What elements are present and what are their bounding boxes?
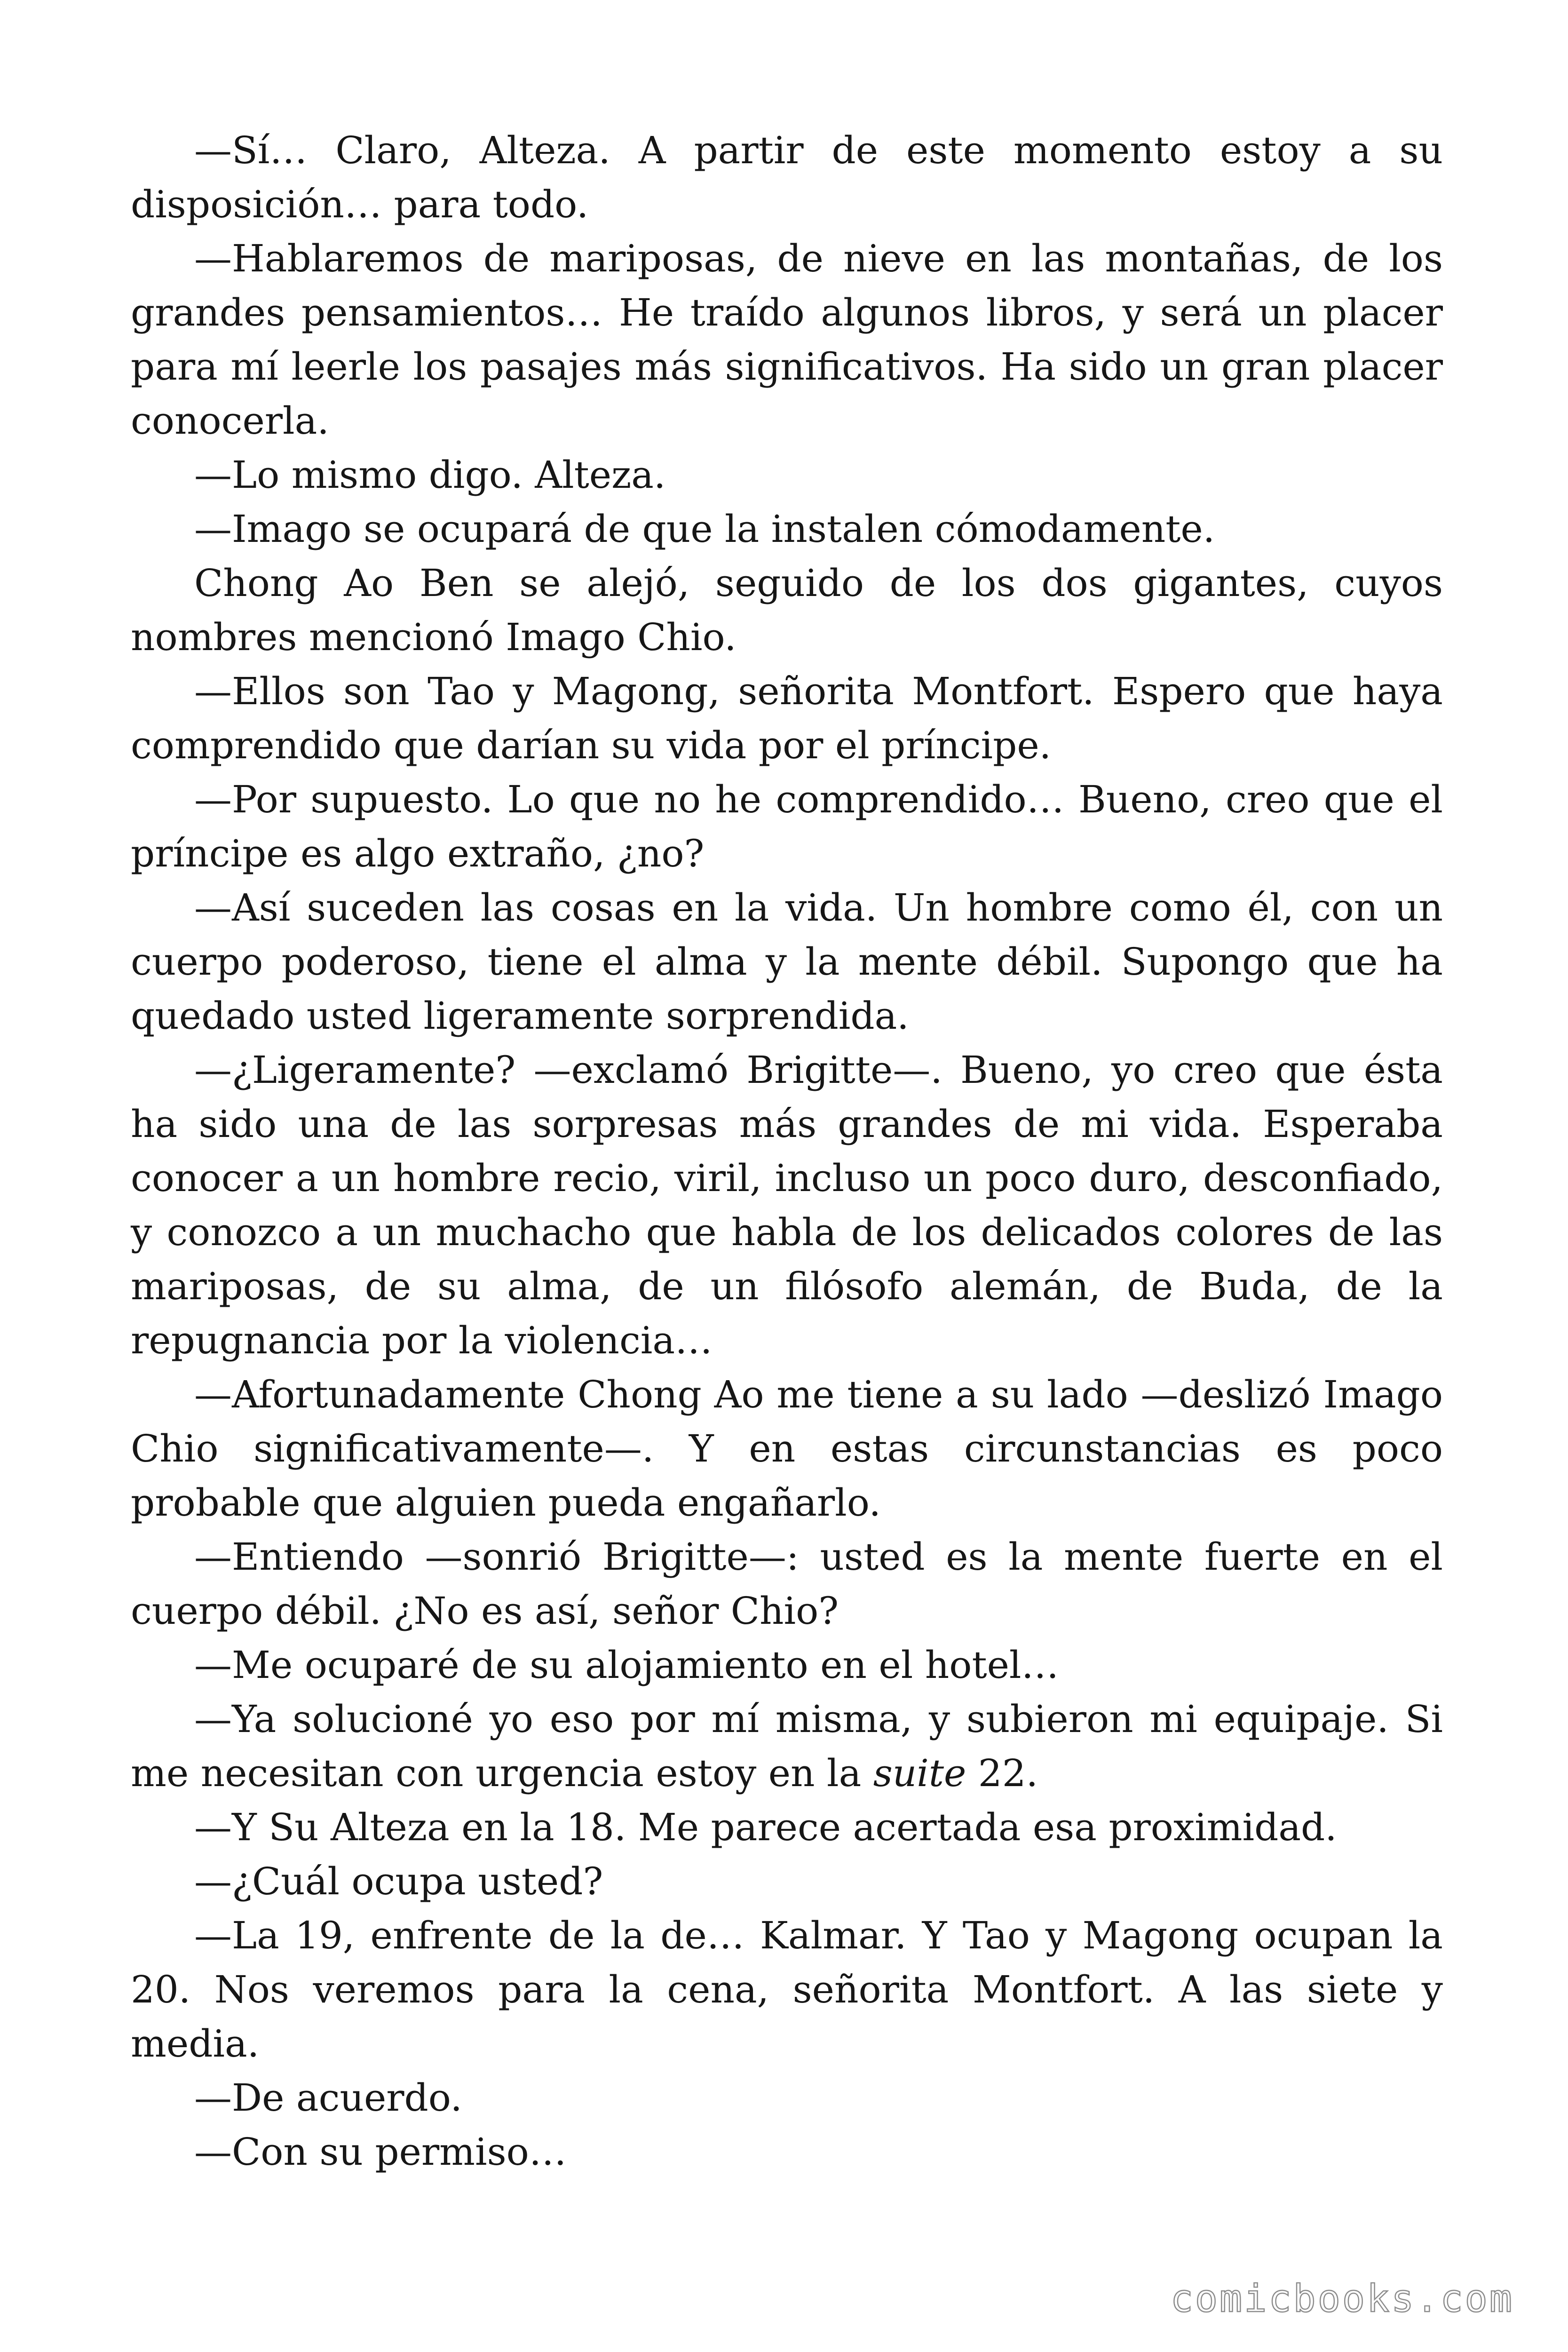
paragraph-12: —Me ocuparé de su alojamiento en el hotel…: [194, 1643, 1059, 1687]
paragraph-13: [131, 1692, 1443, 1800]
paragraph-7: —Por supuesto. Lo que no he comprendido… Bueno, creo que el príncipe es algo extraño, ¿no?: [131, 778, 1443, 875]
suite-italic: suite: [873, 1751, 966, 1795]
page-body: [131, 123, 1443, 2179]
paragraph-4: —Imago se ocupará de que la instalen cómodamente.: [194, 507, 1215, 551]
paragraph-17: —De acuerdo.: [194, 2076, 462, 2120]
paragraph-2: —Hablaremos de mariposas, de nieve en las montañas, de los grandes pensamientos… He traído algunos libros, y será un placer para mí leerle los pasajes más significativos. Ha sido un gran placer conocerla.: [131, 237, 1443, 443]
paragraph-14: —Y Su Alteza en la 18. Me parece acertada esa proximidad.: [194, 1805, 1337, 1849]
paragraph-13-text: —Ya solucioné yo eso por mí misma, y subieron mi equipaje. Si me necesitan con urgencia estoy en la: [131, 1697, 1443, 1795]
paragraph-16: —La 19, enfrente de la de… Kalmar. Y Tao y Magong ocupan la 20. Nos veremos para la cena, señorita Montfort. A las siete y media.: [131, 1914, 1443, 2066]
paragraph-11: —Entiendo —sonrió Brigitte—: usted es la mente fuerte en el cuerpo débil. ¿No es así, señor Chio?: [131, 1535, 1443, 1633]
paragraph-8: —Así suceden las cosas en la vida. Un hombre como él, con un cuerpo poderoso, tiene el alma y la mente débil. Supongo que ha quedado usted ligeramente sorprendida.: [131, 886, 1443, 1038]
paragraph-18: —Con su permiso…: [194, 2130, 567, 2174]
watermark: comicbooks.com: [1170, 2277, 1514, 2320]
paragraph-15: —¿Cuál ocupa usted?: [194, 1859, 603, 1903]
paragraph-3: —Lo mismo digo. Alteza.: [194, 453, 666, 497]
paragraph-5: Chong Ao Ben se alejó, seguido de los dos gigantes, cuyos nombres mencionó Imago Chio.: [131, 561, 1443, 659]
paragraph-1: —Sí… Claro, Alteza. A partir de este momento estoy a su disposición… para todo.: [131, 128, 1443, 226]
paragraph-9: —¿Ligeramente? —exclamó Brigitte—. Bueno, yo creo que ésta ha sido una de las sorpresas más grandes de mi vida. Esperaba conocer a un hombre recio, viril, incluso un poco duro, desconfiado, y conozco a un muchacho que habla de los delicados colores de las mariposas, de su alma, de un filósofo alemán, de Buda, de la repugnancia por la violencia…: [131, 1048, 1443, 1362]
paragraph-6: —Ellos son Tao y Magong, señorita Montfort. Espero que haya comprendido que darían su vida por el príncipe.: [131, 669, 1443, 767]
paragraph-13-end: 22.: [966, 1751, 1038, 1795]
paragraph-10: —Afortunadamente Chong Ao me tiene a su lado —deslizó Imago Chio significativamente—. Y en estas circunstancias es poco probable que alguien pueda engañarlo.: [131, 1373, 1443, 1525]
